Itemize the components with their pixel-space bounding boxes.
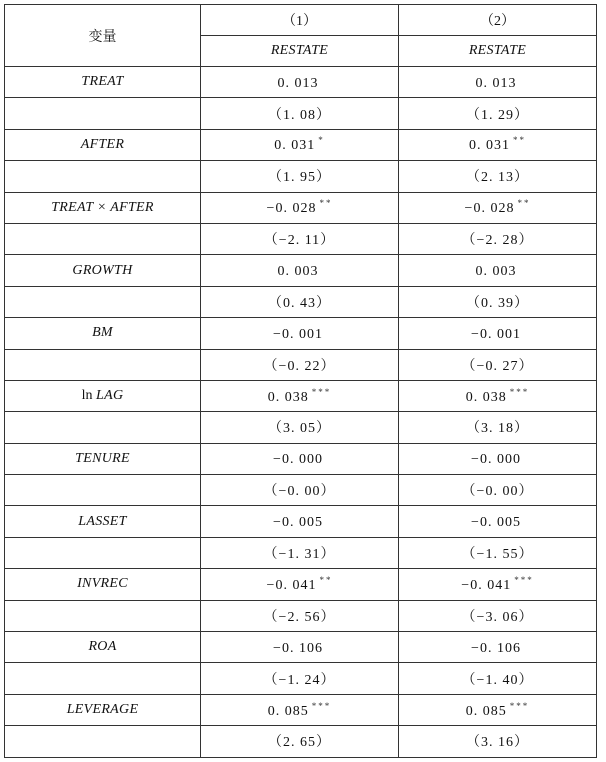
significance-stars: *** — [509, 700, 530, 711]
t-statistic-col-2 — [399, 286, 597, 317]
t-statistic-col-1 — [201, 475, 399, 506]
coefficient-value: 0. 038 — [465, 389, 507, 405]
t-statistic-row — [5, 537, 597, 568]
significance-stars: *** — [311, 700, 332, 711]
header-row-1 — [5, 5, 597, 36]
coefficient-value: −0. 005 — [273, 515, 323, 531]
t-statistic-col-2 — [399, 663, 597, 694]
coefficient-col-1 — [201, 569, 399, 600]
t-statistic-row — [5, 412, 597, 443]
coefficient-value: 0. 038 — [267, 389, 309, 405]
variable-label: TREAT — [81, 74, 124, 90]
coefficient-value: −0. 000 — [273, 452, 323, 468]
t-statistic-value: （−2. 11） — [263, 233, 336, 249]
table-header — [5, 5, 597, 67]
variable-label: ROA — [88, 639, 117, 655]
coefficient-col-2 — [399, 129, 597, 160]
t-statistic-value: （3. 16） — [466, 735, 529, 751]
coefficient-col-2 — [399, 67, 597, 98]
t-statistic-row — [5, 223, 597, 254]
coefficient-value: −0. 028 — [464, 201, 515, 217]
coefficient-col-1 — [201, 192, 399, 223]
coefficient-row — [5, 192, 597, 223]
coefficient-col-2 — [399, 318, 597, 349]
coefficient-row — [5, 255, 597, 286]
t-statistic-col-2 — [399, 349, 597, 380]
coefficient-row — [5, 506, 597, 537]
t-statistic-row — [5, 475, 597, 506]
coefficient-value: −0. 041 — [266, 577, 317, 593]
t-statistic-value: （−1. 55） — [461, 547, 534, 563]
t-statistic-col-1 — [201, 537, 399, 568]
empty-variable-cell — [5, 223, 201, 254]
t-statistic-value: （1. 95） — [268, 170, 331, 186]
empty-variable-cell — [5, 161, 201, 192]
variable-label: TREAT × AFTER — [51, 199, 154, 215]
coefficient-value: −0. 028 — [266, 201, 317, 217]
t-statistic-value: （−1. 40） — [461, 672, 534, 688]
t-statistic-value: （0. 39） — [466, 295, 529, 311]
t-statistic-value: （−1. 31） — [263, 547, 336, 563]
t-statistic-row — [5, 726, 597, 757]
significance-stars: * — [318, 135, 325, 146]
t-statistic-col-1 — [201, 726, 399, 757]
coefficient-col-2 — [399, 506, 597, 537]
variable-name — [5, 632, 201, 663]
t-statistic-value: （−3. 06） — [461, 609, 534, 625]
coefficient-col-1 — [201, 129, 399, 160]
variable-name — [5, 255, 201, 286]
regression-table — [4, 4, 597, 758]
t-statistic-value: （1. 08） — [268, 107, 331, 123]
t-statistic-value: （2. 65） — [268, 735, 331, 751]
coefficient-col-2 — [399, 694, 597, 725]
coefficient-value: −0. 001 — [471, 326, 521, 342]
coefficient-row — [5, 443, 597, 474]
variable-label: LASSET — [78, 513, 127, 529]
t-statistic-value: （1. 29） — [466, 107, 529, 123]
t-statistic-value: （2. 13） — [466, 170, 529, 186]
t-statistic-row — [5, 286, 597, 317]
t-statistic-col-2 — [399, 161, 597, 192]
variable-label: INVREC — [77, 576, 128, 592]
coefficient-value: 0. 003 — [475, 264, 517, 280]
coefficient-col-1 — [201, 380, 399, 411]
t-statistic-col-1 — [201, 663, 399, 694]
t-statistic-col-1 — [201, 161, 399, 192]
coefficient-row — [5, 694, 597, 725]
coefficient-value: −0. 106 — [471, 640, 521, 656]
coefficient-value: 0. 085 — [267, 703, 309, 719]
coefficient-col-2 — [399, 255, 597, 286]
column-2-header: （2） — [399, 5, 597, 36]
coefficient-col-1 — [201, 506, 399, 537]
variable-label: LAG — [96, 388, 124, 404]
t-statistic-row — [5, 600, 597, 631]
column-2-dependent-var: RESTATE — [399, 36, 597, 67]
coefficient-col-2 — [399, 192, 597, 223]
coefficient-value: 0. 085 — [465, 703, 507, 719]
significance-stars: ** — [319, 198, 333, 209]
coefficient-value: 0. 031 — [274, 138, 316, 154]
t-statistic-value: （−0. 00） — [263, 484, 336, 500]
variable-name — [5, 318, 201, 349]
significance-stars: ** — [513, 135, 526, 146]
t-statistic-col-2 — [399, 600, 597, 631]
t-statistic-col-2 — [399, 726, 597, 757]
variable-name — [5, 506, 201, 537]
coefficient-value: −0. 041 — [461, 577, 512, 593]
coefficient-row — [5, 569, 597, 600]
variable-name — [5, 129, 201, 160]
variable-name — [5, 192, 201, 223]
coefficient-col-1 — [201, 255, 399, 286]
coefficient-value: 0. 003 — [277, 264, 319, 280]
coefficient-value: −0. 106 — [273, 640, 323, 656]
significance-stars: ** — [319, 574, 333, 585]
coefficient-col-1 — [201, 67, 399, 98]
significance-stars: ** — [517, 198, 531, 209]
coefficient-value: −0. 000 — [471, 452, 521, 468]
coefficient-value: 0. 013 — [277, 75, 319, 91]
t-statistic-col-2 — [399, 412, 597, 443]
coefficient-value: 0. 031 — [469, 138, 510, 154]
t-statistic-value: （3. 18） — [466, 421, 529, 437]
t-statistic-col-1 — [201, 349, 399, 380]
t-statistic-col-2 — [399, 223, 597, 254]
coefficient-col-2 — [399, 569, 597, 600]
variable-name — [5, 67, 201, 98]
t-statistic-value: （3. 05） — [268, 421, 331, 437]
coefficient-value: 0. 013 — [475, 75, 517, 91]
variable-label: AFTER — [80, 136, 125, 152]
empty-variable-cell — [5, 726, 201, 757]
coefficient-col-1 — [201, 632, 399, 663]
t-statistic-col-1 — [201, 98, 399, 129]
t-statistic-row — [5, 663, 597, 694]
empty-variable-cell — [5, 98, 201, 129]
t-statistic-value: （−1. 24） — [263, 672, 336, 688]
coefficient-col-1 — [201, 318, 399, 349]
column-1-header: （1） — [201, 5, 399, 36]
t-statistic-value: （−2. 56） — [263, 609, 336, 625]
t-statistic-value: （0. 43） — [268, 295, 331, 311]
coefficient-value: −0. 005 — [471, 515, 521, 531]
significance-stars: *** — [311, 386, 332, 397]
t-statistic-row — [5, 349, 597, 380]
variable-label: LEVERAGE — [66, 702, 139, 717]
variable-label: BM — [92, 325, 113, 341]
significance-stars: *** — [509, 386, 530, 397]
empty-variable-cell — [5, 286, 201, 317]
variable-name — [5, 380, 201, 411]
significance-stars: *** — [514, 574, 534, 585]
variable-name — [5, 569, 201, 600]
t-statistic-col-1 — [201, 600, 399, 631]
t-statistic-row — [5, 98, 597, 129]
variable-name — [5, 443, 201, 474]
coefficient-row — [5, 632, 597, 663]
t-statistic-col-1 — [201, 223, 399, 254]
coefficient-col-2 — [399, 443, 597, 474]
empty-variable-cell — [5, 412, 201, 443]
empty-variable-cell — [5, 475, 201, 506]
coefficient-value: −0. 001 — [273, 326, 323, 342]
coefficient-col-2 — [399, 632, 597, 663]
t-statistic-col-1 — [201, 412, 399, 443]
t-statistic-value: （−0. 27） — [461, 358, 534, 374]
coefficient-col-1 — [201, 694, 399, 725]
variable-prefix: ln — [81, 388, 93, 404]
empty-variable-cell — [5, 537, 201, 568]
t-statistic-value: （−0. 00） — [461, 484, 534, 500]
t-statistic-col-2 — [399, 537, 597, 568]
variable-column-header: 变量 — [5, 5, 201, 67]
coefficient-row — [5, 129, 597, 160]
coefficient-row — [5, 318, 597, 349]
empty-variable-cell — [5, 349, 201, 380]
empty-variable-cell — [5, 663, 201, 694]
t-statistic-col-1 — [201, 286, 399, 317]
t-statistic-col-2 — [399, 98, 597, 129]
t-statistic-col-2 — [399, 475, 597, 506]
empty-variable-cell — [5, 600, 201, 631]
variable-name — [5, 694, 201, 725]
coefficient-col-2 — [399, 380, 597, 411]
t-statistic-row — [5, 161, 597, 192]
table-body — [5, 67, 597, 758]
coefficient-row — [5, 380, 597, 411]
column-1-dependent-var: RESTATE — [201, 36, 399, 67]
variable-label: GROWTH — [72, 262, 133, 278]
variable-label: TENURE — [75, 450, 130, 466]
t-statistic-value: （−2. 28） — [461, 233, 534, 249]
t-statistic-value: （−0. 22） — [263, 358, 336, 374]
coefficient-col-1 — [201, 443, 399, 474]
coefficient-row — [5, 67, 597, 98]
